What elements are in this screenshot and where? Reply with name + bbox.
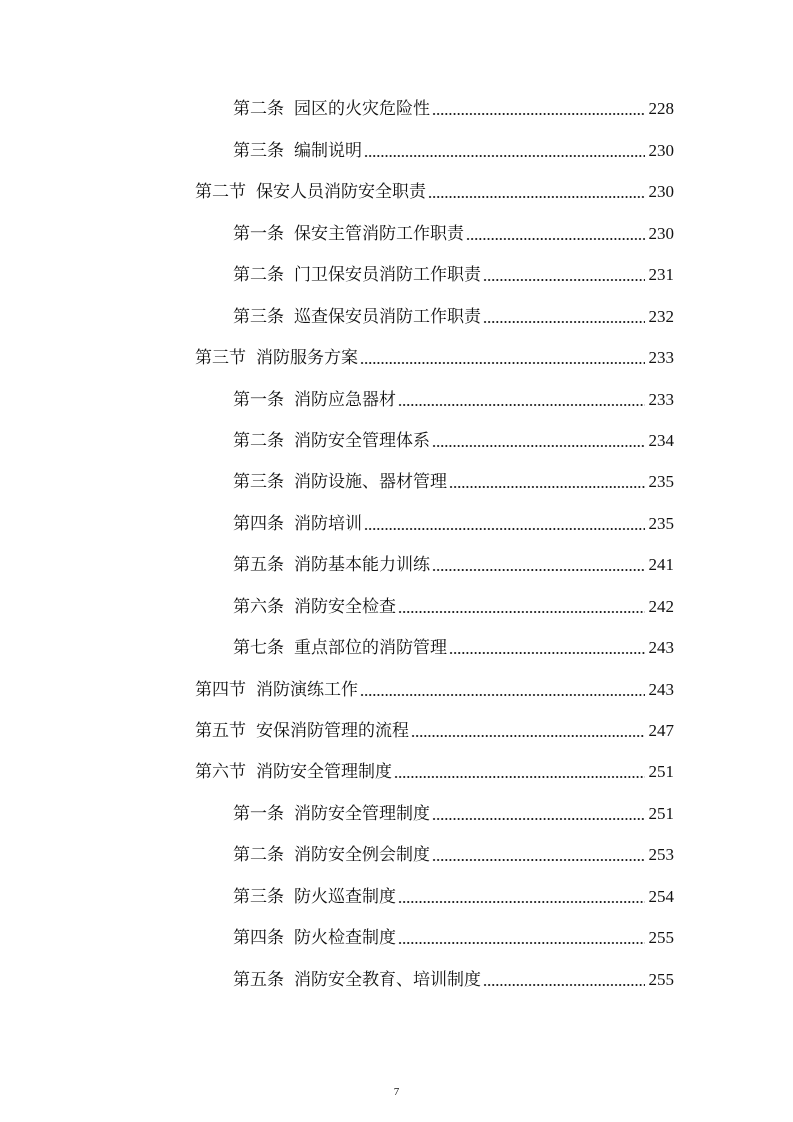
toc-entry-page: 234 <box>648 430 674 450</box>
toc-entry-number: 第一条 <box>233 389 284 410</box>
toc-entry-number: 第二条 <box>233 430 284 451</box>
toc-entry-number: 第三条 <box>233 140 284 161</box>
toc-entry-page: 235 <box>648 472 674 492</box>
toc-entry[interactable] <box>0 917 793 958</box>
toc-entry-title: 消防安全例会制度 <box>294 845 430 866</box>
dot-leader <box>432 818 645 820</box>
toc-entry-number: 第二条 <box>233 845 284 866</box>
toc-entry-page: 231 <box>648 265 674 285</box>
dot-leader <box>398 404 645 406</box>
toc-entry-page: 242 <box>648 596 674 616</box>
dot-leader <box>432 859 645 861</box>
dot-leader <box>432 445 645 447</box>
dot-leader <box>449 486 645 488</box>
toc-entry-page: 251 <box>648 803 674 823</box>
dot-leader <box>398 611 645 613</box>
dot-leader <box>360 694 645 696</box>
toc-entry[interactable] <box>0 378 793 419</box>
toc-entry-number: 第二条 <box>233 99 284 120</box>
toc-entry-number: 第三条 <box>233 306 284 327</box>
toc-entry-number: 第六节 <box>195 762 246 783</box>
toc-entry[interactable] <box>0 254 793 295</box>
toc-entry[interactable] <box>0 751 793 792</box>
toc-entry-title: 保安主管消防工作职责 <box>294 223 464 244</box>
toc-entry-page: 230 <box>648 223 674 243</box>
toc-entry-page: 247 <box>648 721 674 740</box>
toc-entry-number: 第四条 <box>233 513 284 534</box>
toc-entry-title: 消防安全教育、培训制度 <box>294 969 481 990</box>
dot-leader <box>432 113 645 115</box>
toc-entry-page: 251 <box>648 762 674 782</box>
toc-entry[interactable] <box>0 129 793 170</box>
dot-leader <box>364 528 645 530</box>
toc-entry-page: 241 <box>648 555 674 575</box>
toc-entry[interactable] <box>0 461 793 502</box>
toc-entry-number: 第五条 <box>233 555 284 576</box>
toc-entry-page: 232 <box>648 306 674 326</box>
toc-entry-title: 消防安全管理体系 <box>294 430 430 451</box>
toc-entry-number: 第五节 <box>195 721 246 741</box>
toc-entry-title: 编制说明 <box>294 140 362 161</box>
toc-entry-title: 保安人员消防安全职责 <box>256 182 426 203</box>
toc-entry-page: 253 <box>648 845 674 865</box>
toc-entry-title: 门卫保安员消防工作职责 <box>294 265 481 286</box>
toc-entry-title: 消防演练工作 <box>256 679 358 700</box>
toc-entry[interactable] <box>0 627 793 668</box>
toc-entry-title: 防火检查制度 <box>294 928 396 949</box>
dot-leader <box>466 238 645 240</box>
toc-entry[interactable] <box>0 171 793 212</box>
toc-entry-number: 第七条 <box>233 638 284 659</box>
dot-leader <box>449 652 645 654</box>
table-of-contents <box>0 88 793 1000</box>
dot-leader <box>483 279 645 281</box>
dot-leader <box>432 569 645 571</box>
toc-entry-number: 第二节 <box>195 182 246 203</box>
dot-leader <box>411 735 645 737</box>
toc-entry-number: 第四条 <box>233 928 284 949</box>
toc-entry[interactable] <box>0 710 793 751</box>
page-number: 7 <box>393 1086 400 1098</box>
dot-leader <box>483 984 645 986</box>
toc-entry-number: 第三条 <box>233 886 284 907</box>
toc-entry[interactable] <box>0 875 793 916</box>
toc-entry-page: 228 <box>648 99 674 119</box>
toc-entry-page: 233 <box>648 389 674 409</box>
dot-leader <box>398 901 645 903</box>
toc-entry-number: 第六条 <box>233 596 284 617</box>
toc-entry-title: 消防服务方案 <box>256 348 358 369</box>
dot-leader <box>398 942 645 944</box>
toc-entry-page: 233 <box>648 348 674 368</box>
toc-entry-title: 消防安全管理制度 <box>256 762 392 783</box>
toc-entry[interactable] <box>0 502 793 543</box>
toc-entry-title: 消防培训 <box>294 513 362 534</box>
toc-entry-page: 255 <box>648 928 674 948</box>
toc-entry-title: 消防应急器材 <box>294 389 396 410</box>
toc-entry[interactable] <box>0 420 793 461</box>
toc-entry-title: 消防安全检查 <box>294 596 396 617</box>
toc-entry-page: 243 <box>648 638 674 658</box>
toc-entry-page: 230 <box>648 140 674 160</box>
toc-entry[interactable] <box>0 88 793 129</box>
dot-leader <box>364 155 645 157</box>
toc-entry-title: 巡查保安员消防工作职责 <box>294 306 481 327</box>
toc-entry[interactable] <box>0 212 793 253</box>
toc-entry[interactable] <box>0 544 793 585</box>
toc-entry-title: 消防基本能力训练 <box>294 555 430 576</box>
toc-entry[interactable] <box>0 958 793 999</box>
toc-entry-page: 255 <box>648 969 674 989</box>
toc-entry-title: 消防设施、器材管理 <box>294 472 447 493</box>
dot-leader <box>483 321 645 323</box>
toc-entry[interactable] <box>0 834 793 875</box>
toc-entry-page: 254 <box>648 886 674 906</box>
dot-leader <box>360 362 645 364</box>
toc-entry-number: 第三条 <box>233 472 284 493</box>
toc-entry[interactable] <box>0 585 793 626</box>
toc-entry-number: 第五条 <box>233 969 284 990</box>
toc-entry-page: 235 <box>648 513 674 533</box>
toc-entry[interactable] <box>0 295 793 336</box>
dot-leader <box>394 776 645 778</box>
toc-entry-title: 园区的火灾危险性 <box>294 99 430 120</box>
toc-entry[interactable] <box>0 337 793 378</box>
toc-entry-title: 消防安全管理制度 <box>294 803 430 824</box>
toc-entry-page: 243 <box>648 679 674 699</box>
toc-entry-title: 安保消防管理的流程 <box>256 721 409 741</box>
toc-entry-page: 230 <box>648 182 674 202</box>
toc-entry-number: 第三节 <box>195 348 246 369</box>
toc-entry-number: 第二条 <box>233 265 284 286</box>
toc-entry-number: 第四节 <box>195 679 246 700</box>
toc-entry[interactable] <box>0 792 793 833</box>
toc-entry-title: 重点部位的消防管理 <box>294 638 447 659</box>
toc-entry-number: 第一条 <box>233 803 284 824</box>
dot-leader <box>428 196 645 198</box>
toc-entry-title: 防火巡查制度 <box>294 886 396 907</box>
toc-entry[interactable] <box>0 668 793 709</box>
toc-entry-number: 第一条 <box>233 223 284 244</box>
